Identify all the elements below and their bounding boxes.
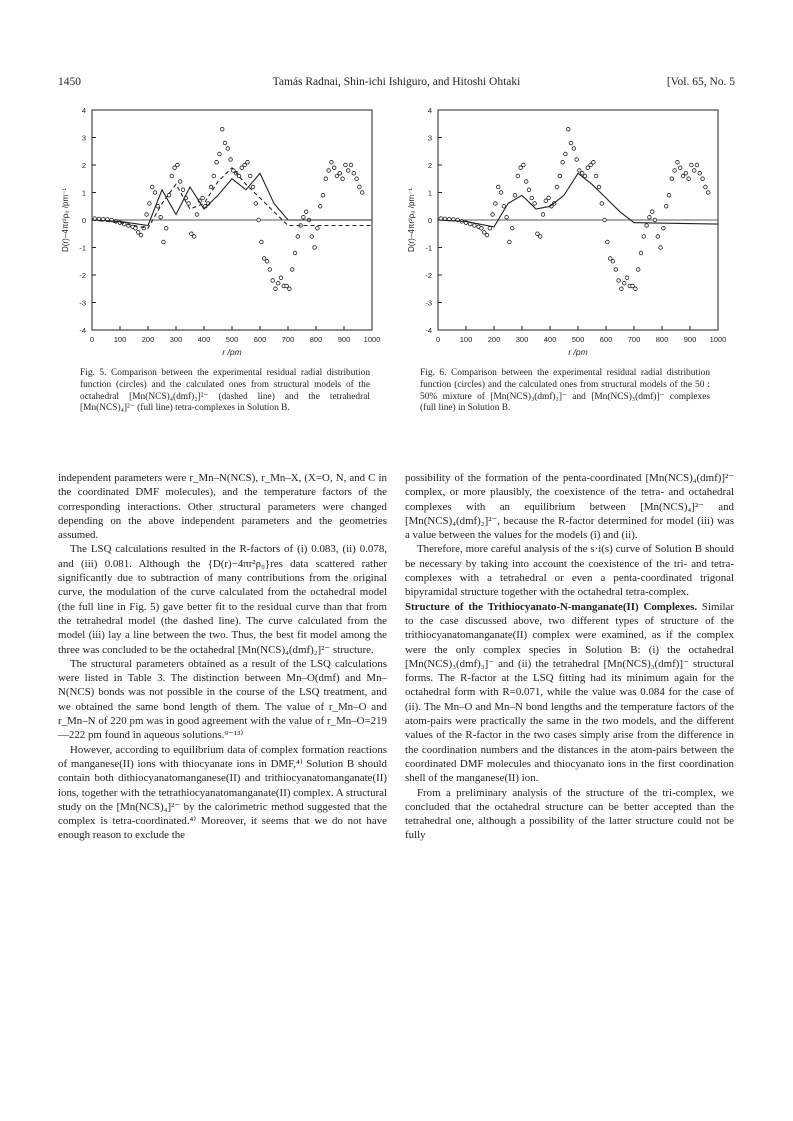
x-tick-label: 200 xyxy=(141,335,155,344)
x-tick-label: 500 xyxy=(571,335,585,344)
data-point xyxy=(645,224,649,228)
data-point xyxy=(704,185,708,189)
y-tick-label: 3 xyxy=(81,133,86,143)
figure-6-chart xyxy=(404,104,726,368)
y-tick-label: -3 xyxy=(79,298,86,308)
data-point xyxy=(302,215,306,219)
data-point xyxy=(597,185,601,189)
paragraph: independent parameters were r_Mn–N(NCS), r_Mn–X, (X=O, N, and C in the coordinated DMF molecules), and the temperature factors of the corresponding interactions. Other structural parameters were changed depending on the above independent parameters and the geometries assumed. xyxy=(58,472,387,542)
data-point xyxy=(494,202,498,206)
data-point xyxy=(698,171,702,175)
data-point xyxy=(491,213,495,217)
figure-6-label: Fig. 6. xyxy=(420,368,447,378)
data-point xyxy=(148,202,152,206)
data-point xyxy=(687,177,691,181)
data-point xyxy=(594,174,598,178)
x-tick-label: 400 xyxy=(543,335,557,344)
data-point xyxy=(212,174,216,178)
figure-5-chart xyxy=(58,104,380,368)
data-point xyxy=(352,171,356,175)
figure-6-caption xyxy=(420,368,710,415)
data-point xyxy=(164,226,168,230)
paragraph: possibility of the formation of the penta-coordinated [Mn(NCS)₄(dmf)]²⁻ complex, or more plausibly, the coexistence of the tetra- and octahedral complexes with an equilibrium between [Mn(NCS)₄]²⁻ and [Mn(NCS)₄(dmf)₂]²⁻, because the R-factor determined for model (iii) was a value between the values for the models (i) and (ii). xyxy=(405,472,734,542)
data-point xyxy=(530,196,534,200)
dashed-model-line xyxy=(92,168,372,229)
data-point xyxy=(265,259,269,263)
data-point xyxy=(684,171,688,175)
figure-6-svg xyxy=(404,104,726,368)
y-tick-label: -3 xyxy=(425,298,432,308)
data-point xyxy=(505,215,509,219)
data-point xyxy=(701,177,705,181)
paragraph: However, according to equilibrium data of complex formation reactions of manganese(II) ions with thiocyanate ions in DMF,⁴⁾ Solution B should contain both dithiocyanatomanganese(II) and trithiocyanatomanganate(II) ions, together with the tetrathiocyanatomanganate(II) complex. A structural study on the [Mn(NCS)₄]²⁻ by the calorimetric method suggested that the complex is tetra-coordinated.⁴⁾ Moreover, it seems that we do not have enough reason to exclude the xyxy=(58,743,387,842)
data-point xyxy=(318,204,322,208)
data-point xyxy=(617,279,621,283)
data-point xyxy=(358,185,362,189)
data-point xyxy=(170,174,174,178)
data-point xyxy=(274,287,278,291)
section-heading: Structure of the Trithiocyanato-N-manganate(II) Complexes. xyxy=(405,600,698,613)
data-point xyxy=(257,218,261,222)
data-point xyxy=(220,127,224,131)
figure-5-label: Fig. 5. xyxy=(80,368,107,378)
y-tick-label: -2 xyxy=(425,271,432,280)
data-point xyxy=(310,235,314,239)
data-point xyxy=(153,191,157,195)
data-point xyxy=(159,215,163,219)
data-point xyxy=(187,202,191,206)
x-axis-label: r /pm xyxy=(222,347,242,357)
right-column xyxy=(405,471,734,843)
data-point xyxy=(209,185,213,189)
figure-5-caption xyxy=(80,368,370,415)
x-tick-label: 0 xyxy=(435,335,441,344)
data-point xyxy=(488,226,492,230)
x-tick-label: 700 xyxy=(281,335,295,344)
x-tick-label: 1000 xyxy=(363,335,380,344)
data-point xyxy=(558,174,562,178)
x-tick-label: 300 xyxy=(515,335,529,344)
data-point xyxy=(355,177,359,181)
data-point xyxy=(561,160,565,164)
data-point xyxy=(341,177,345,181)
data-point xyxy=(508,240,512,244)
data-point xyxy=(611,259,615,263)
data-point xyxy=(327,169,331,173)
data-point xyxy=(268,268,272,272)
data-point xyxy=(296,235,300,239)
data-point xyxy=(496,185,500,189)
data-point xyxy=(288,287,292,291)
data-point xyxy=(276,281,280,285)
volume-info: [Vol. 65, No. 5 xyxy=(666,76,735,88)
data-point xyxy=(706,191,710,195)
y-tick-label: 2 xyxy=(81,161,86,170)
data-point xyxy=(538,235,542,239)
data-point xyxy=(653,218,657,222)
data-point xyxy=(178,180,182,184)
data-point xyxy=(622,281,626,285)
x-axis-label: r /pm xyxy=(568,347,588,357)
figure-5-caption-text: Comparison between the experimental residual radial distribution function (circles) and the calculated ones from structural models of the octahedral [Mn(NCS)₄(dmf)₂]²⁻ (dashed line) and the tetrahedral [Mn(NCS)₄]²⁻ (full line) tetra-complexes in Solution B. xyxy=(80,368,371,414)
data-point xyxy=(293,251,297,255)
data-point xyxy=(162,240,166,244)
y-tick-label: -2 xyxy=(79,271,86,280)
y-tick-label: -1 xyxy=(425,243,432,253)
data-point xyxy=(673,169,677,173)
paragraph: The structural parameters obtained as a result of the LSQ calculations were listed in Table 3. The distinction between Mn–O(dmf) and Mn–N(NCS) bonds was not possible in the course of the LSQ treatment, and we obtained the same bond length of them. The value of r_Mn–O and r_Mn–N of 220 pm was in good agreement with the value of r_Mn–O=219—222 pm found in aqueous solutions.⁹⁻¹³⁾ xyxy=(58,657,387,742)
x-tick-label: 300 xyxy=(169,335,183,344)
y-tick-label: 3 xyxy=(427,133,432,143)
x-tick-label: 100 xyxy=(459,335,473,344)
data-point xyxy=(614,268,618,272)
data-point xyxy=(639,251,643,255)
full-model-line xyxy=(92,173,372,225)
data-point xyxy=(600,202,604,206)
data-point xyxy=(555,185,559,189)
paragraph: The LSQ calculations resulted in the R-factors of (i) 0.083, (ii) 0.078, and (iii) 0.081. Although the {D(r)−4πr²ρ₀}res data scattered rather significantly due to subtraction of many contributions from the original curve, the modulation of the curve calculated from the octahedral model (the full line in Fig. 5) gave better fit to the residual curve than that from the tetrahedral model (the dashed line). The curve calculated from the model (iii) lay a line between the two. Thus, the best fit model among the three was concluded to be the octahedral [Mn(NCS)₄(dmf)₂]²⁻ structure. xyxy=(58,543,387,656)
figure-5-svg xyxy=(58,104,380,368)
running-authors: Tamás Radnai, Shin-ichi Ishiguro, and Hitoshi Ohtaki xyxy=(272,76,521,88)
paragraph: From a preliminary analysis of the structure of the tri-complex, we concluded that the octahedral structure can be better accepted than the tetrahedral one, although a possibility of the latter structure could not be fully xyxy=(405,786,734,842)
paragraph: Therefore, more careful analysis of the s·i(s) curve of Solution B should be necessary by taking into account the coexistence of the tri- and tetra-complexes with a tetrahedral or even a penta-coordinated trigonal bipyramidal structure together with the octahedral tetra-complex. xyxy=(405,543,734,599)
data-point xyxy=(139,233,143,237)
x-tick-label: 800 xyxy=(655,335,669,344)
data-point xyxy=(349,163,353,167)
y-tick-label: -4 xyxy=(425,326,432,335)
data-point xyxy=(667,193,671,197)
data-point xyxy=(279,276,283,280)
data-point xyxy=(575,158,579,162)
y-tick-label: 1 xyxy=(81,188,86,198)
data-point xyxy=(332,166,336,170)
data-point xyxy=(195,213,199,217)
x-tick-label: 400 xyxy=(197,335,211,344)
data-point xyxy=(690,163,694,167)
paragraph-text: Similar to the case discussed above, two different types of structure of the trithiocyanatomanganate(II) complex were examined, as if the complex were the only complex species in Solution B: (i) the octahedral [Mn(NCS)₃(dmf)₃]⁻ and (ii) the tetrahedral [Mn(NCS)₃(dmf)]⁻ structural forms. The R-factor at the LSQ fitting had its minimum again for the octahedral form with R=0.071, while the value was 0.084 for the case of (ii). The Mn–O and Mn–N bond lengths and the temperature factors of the atom-pairs were practically the same in the two models, and the different values of the R-factor in the two cases simply arise from the difference in the coordination numbers and the distances in the atom-pairs between the coordinated DMF molecules and thiocyanato ions in the first coordination shell of the manganese(II) ion. xyxy=(405,600,734,785)
running-header xyxy=(58,76,735,94)
data-point xyxy=(659,246,663,250)
data-point xyxy=(346,169,350,173)
data-point xyxy=(248,174,252,178)
data-point xyxy=(692,169,696,173)
data-point xyxy=(662,226,666,230)
data-point xyxy=(145,213,149,217)
x-tick-label: 0 xyxy=(89,335,95,344)
y-axis-label: D(r)−4πr²ρ₀ /pm⁻¹ xyxy=(61,187,70,253)
x-tick-label: 600 xyxy=(599,335,613,344)
data-point xyxy=(664,204,668,208)
data-point xyxy=(695,163,699,167)
data-point xyxy=(499,191,503,195)
data-point xyxy=(313,246,317,250)
y-tick-label: -4 xyxy=(79,326,86,335)
data-point xyxy=(338,171,342,175)
data-point xyxy=(564,152,568,156)
data-point xyxy=(246,160,250,164)
data-point xyxy=(330,160,334,164)
data-point xyxy=(620,287,624,291)
x-tick-label: 1000 xyxy=(709,335,726,344)
data-point xyxy=(522,163,526,167)
y-tick-label: 2 xyxy=(427,161,432,170)
data-point xyxy=(254,202,258,206)
y-tick-label: 1 xyxy=(427,188,432,198)
data-point xyxy=(344,163,348,167)
data-point xyxy=(215,160,219,164)
data-point xyxy=(642,235,646,239)
data-point xyxy=(527,188,531,192)
data-point xyxy=(192,235,196,239)
data-point xyxy=(670,177,674,181)
data-point xyxy=(324,177,328,181)
x-tick-label: 100 xyxy=(113,335,127,344)
data-point xyxy=(592,160,596,164)
data-point xyxy=(678,166,682,170)
data-point xyxy=(360,191,364,195)
left-column xyxy=(58,471,387,843)
x-tick-label: 200 xyxy=(487,335,501,344)
data-point xyxy=(251,185,255,189)
x-tick-label: 800 xyxy=(309,335,323,344)
page-number: 1450 xyxy=(58,76,81,88)
data-point xyxy=(176,163,180,167)
data-point xyxy=(656,235,660,239)
data-point xyxy=(524,180,528,184)
data-point xyxy=(485,233,489,237)
data-point xyxy=(480,226,484,230)
data-point xyxy=(533,202,537,206)
y-tick-label: 4 xyxy=(427,106,432,115)
data-point xyxy=(547,196,551,200)
data-point xyxy=(650,210,654,214)
data-point xyxy=(473,224,477,228)
data-point xyxy=(510,226,514,230)
data-point xyxy=(150,185,154,189)
x-tick-label: 700 xyxy=(627,335,641,344)
y-tick-label: -1 xyxy=(79,243,86,253)
data-point xyxy=(181,188,185,192)
data-point xyxy=(569,141,573,145)
data-point xyxy=(290,268,294,272)
data-point xyxy=(321,193,325,197)
data-point xyxy=(223,141,227,145)
x-tick-label: 600 xyxy=(253,335,267,344)
data-point xyxy=(316,226,320,230)
data-point xyxy=(566,127,570,131)
data-point xyxy=(218,152,222,156)
data-point xyxy=(606,240,610,244)
data-point xyxy=(201,196,205,200)
x-tick-label: 900 xyxy=(683,335,697,344)
data-point xyxy=(229,158,233,162)
data-point xyxy=(271,279,275,283)
y-tick-label: 4 xyxy=(81,106,86,115)
data-point xyxy=(634,287,638,291)
data-point xyxy=(513,193,517,197)
data-point xyxy=(636,268,640,272)
x-tick-label: 500 xyxy=(225,335,239,344)
data-point xyxy=(572,147,576,151)
y-tick-label: 0 xyxy=(81,216,86,225)
data-point xyxy=(625,276,629,280)
data-point xyxy=(603,218,607,222)
full-model-line xyxy=(438,173,718,227)
data-point xyxy=(134,226,138,230)
data-point xyxy=(304,210,308,214)
data-point xyxy=(541,213,545,217)
y-tick-label: 0 xyxy=(427,216,432,225)
data-point xyxy=(676,160,680,164)
data-point xyxy=(516,174,520,178)
y-axis-label: D(r)−4πr²ρ₀ /pm⁻¹ xyxy=(407,187,416,253)
data-point xyxy=(648,215,652,219)
data-point xyxy=(260,240,264,244)
x-tick-label: 900 xyxy=(337,335,351,344)
figure-6-caption-text: Comparison between the experimental residual radial distribution function (circles) and the calculated ones from structural models of the 50 : 50% mixture of [Mn(NCS)₃(dmf)₃]⁻ and [Mn(NCS)₃(dmf)]⁻ complexes (full line) in Solution B. xyxy=(420,368,711,414)
data-point xyxy=(226,147,230,151)
